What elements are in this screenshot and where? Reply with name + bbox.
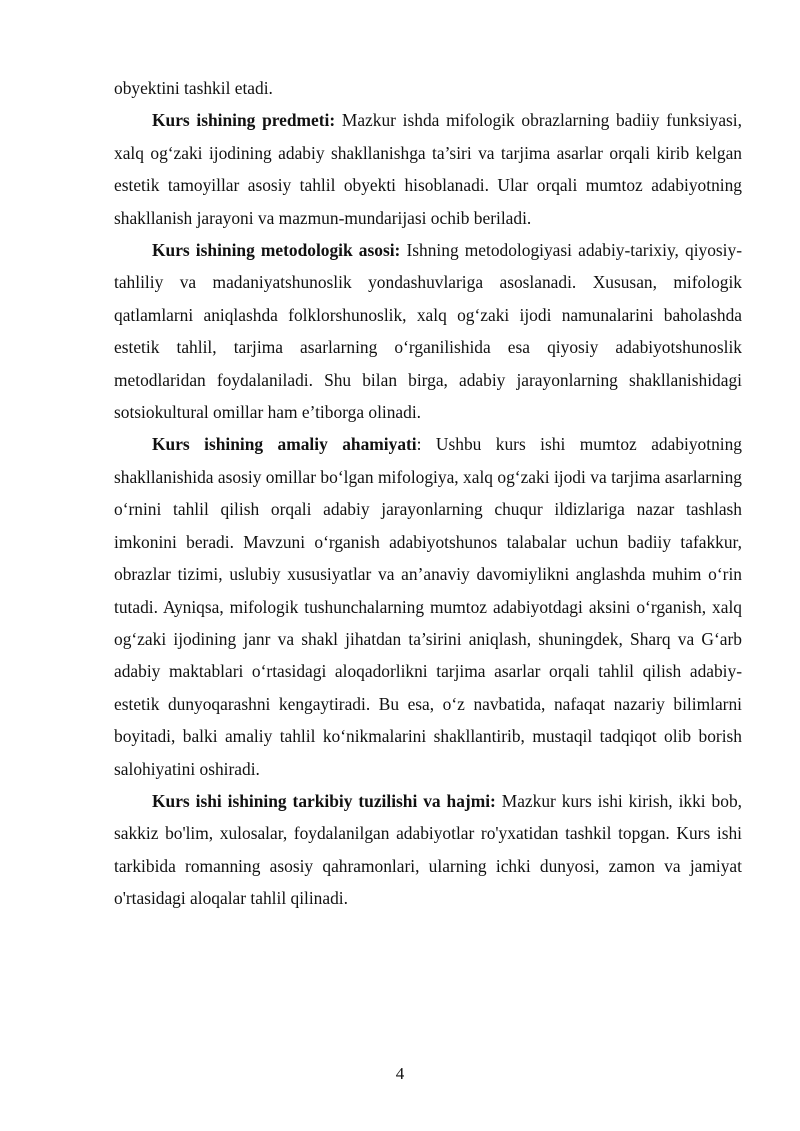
paragraph-heading: Kurs ishining metodologik asosi: xyxy=(152,240,401,261)
paragraph-text: Mazkur ishda mifologik obrazlarning badiiy funksiyasi, xalq og‘zaki ijodining adabiy shakllanishga ta’siri va tarjima asarlar orqali kirib kelgan estetik tamoyillar asosiy tahlil obyekti hisoblanadi. Ular orqali mumtoz adabiyotning shakllanish jarayoni va mazmun-mundarijasi ochib beriladi. xyxy=(114,110,742,228)
paragraph-heading: Kurs ishining amaliy ahamiyati xyxy=(152,434,417,455)
paragraph-text: Mazkur kurs ishi kirish, ikki bob, sakkiz bo'lim, xulosalar, foydalanilgan adabiyotlar ro'yxatidan tashkil topgan. Kurs ishi tarkibida romanning asosiy qahramonlari, ularning ichki dunyosi, zamon va jamiyat o'rtasidagi aloqalar tahlil qilinadi. xyxy=(114,790,742,909)
paragraph-subject xyxy=(114,104,742,234)
paragraph-text: obyektini tashkil etadi. xyxy=(114,78,273,98)
paragraph-practical-significance xyxy=(114,428,742,784)
document-page xyxy=(114,72,742,915)
paragraph-methodology xyxy=(114,234,742,428)
page-number: 4 xyxy=(395,1064,405,1083)
paragraph-structure xyxy=(114,785,742,915)
paragraph-text: Ishning metodologiyasi adabiy-tarixiy, qiyosiy-tahliliy va madaniyatshunoslik yondashuvlariga asoslanadi. Xususan, mifologik qatlamlarni aniqlashda folklorshunoslik, xalq og‘zaki ijodi namunalarini baholashda estetik tahlil, tarjima asarlarning o‘rganilishida esa qiyosiy adabiyotshunoslik metodlaridan foydalaniladi. Shu bilan birga, adabiy jarayonlarning shakllanishidagi sotsiokultural omillar ham e’tiborga olinadi. xyxy=(114,240,742,423)
paragraph-continuation xyxy=(114,72,742,104)
paragraph-heading: Kurs ishi ishining tarkibiy tuzilishi va hajmi: xyxy=(152,790,496,811)
paragraph-text: : Ushbu kurs ishi mumtoz adabiyotning shakllanishida asosiy omillar bo‘lgan mifologiya, xalq og‘zaki ijodi va tarjima asarlarning o‘rnini tahlil qilish orqali adabiy jarayonlarning chuqur ildizlariga nazar tashlash imkonini beradi. Mavzuni o‘rganish adabiyotshunos talabalar uchun badiiy tafakkur, obrazlar tizimi, uslubiy xususiyatlar va an’anaviy davomiylikni anglashda muhim o‘rin tutadi. Ayniqsa, mifologik tushunchalarning mumtoz adabiyotdagi aksini o‘rganish, xalq og‘zaki ijodining janr va shakl jihatdan ta’sirini aniqlash, shuningdek, Sharq va G‘arb adabiy maktablari o‘rtasidagi aloqadorlikni tarjima asarlar orqali tahlil qilish adabiy-estetik dunyoqarashni kengaytiradi. Bu esa, o‘z navbatida, nafaqat nazariy bilimlarni boyitadi, balki amaliy tahlil ko‘nikmalarini shakllantirib, mustaqil tadqiqot olib borish salohiyatini oshiradi. xyxy=(114,434,742,779)
paragraph-heading: Kurs ishining predmeti: xyxy=(152,110,336,131)
